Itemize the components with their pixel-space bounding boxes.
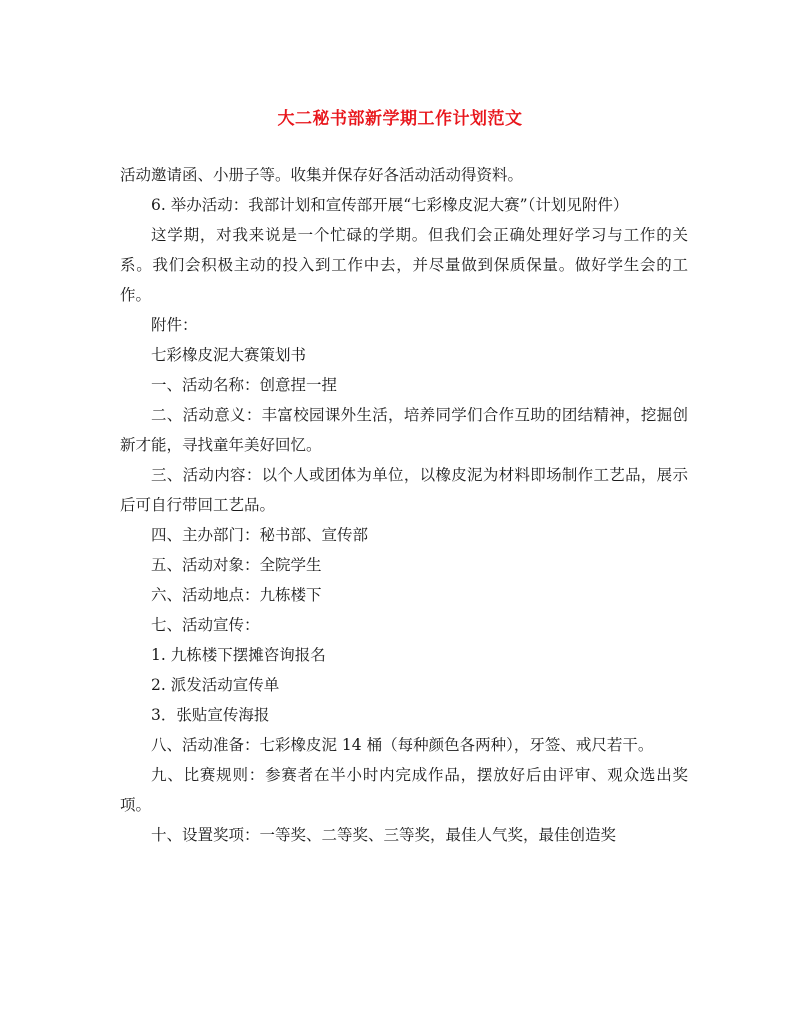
paragraph-activity-meaning: 二、活动意义：丰富校园课外生活，培养同学们合作互助的团结精神，挖掘创新才能，寻找童年美好回忆。 [120, 406, 688, 454]
paragraph-promotion-item-2: 2. 派发活动宣传单 [151, 676, 280, 694]
paragraph-promotion-item-3: 3．张贴宣传海报 [151, 706, 270, 724]
paragraph-audience: 五、活动对象：全院学生 [151, 556, 322, 574]
paragraph-organizer: 四、主办部门：秘书部、宣传部 [151, 526, 369, 544]
paragraph-awards: 十、设置奖项：一等奖、二等奖、三等奖，最佳人气奖，最佳创造奖 [151, 826, 617, 844]
paragraph-promotion: 七、活动宣传： [151, 616, 260, 634]
paragraph-attachment-label: 附件： [151, 316, 198, 334]
paragraph-rules: 九、比赛规则：参赛者在半小时内完成作品，摆放好后由评审、观众选出奖项。 [120, 766, 688, 814]
document-title: 大二秘书部新学期工作计划范文 [277, 109, 523, 129]
paragraph-preparation: 八、活动准备：七彩橡皮泥 14 桶（每种颜色各两种），牙签、戒尺若干。 [151, 736, 654, 754]
paragraph-activity-content: 三、活动内容：以个人或团体为单位，以橡皮泥为材料即场制作工艺品，展示后可自行带回工艺品。 [120, 466, 688, 514]
paragraph-summary: 这学期，对我来说是一个忙碌的学期。但我们会正确处理好学习与工作的关系。我们会积极主动的投入到工作中去，并尽量做到保质保量。做好学生会的工作。 [120, 226, 688, 304]
document-body [120, 160, 688, 850]
paragraph-location: 六、活动地点：九栋楼下 [151, 586, 322, 604]
paragraph-activity-name: 一、活动名称：创意捏一捏 [151, 376, 338, 394]
paragraph-plan-title: 七彩橡皮泥大赛策划书 [151, 346, 307, 364]
paragraph-promotion-item-1: 1. 九栋楼下摆摊咨询报名 [151, 646, 326, 664]
paragraph-item-6: 6. 举办活动：我部计划和宣传部开展“七彩橡皮泥大赛”（计划见附件） [151, 196, 629, 214]
paragraph-continuation: 活动邀请函、小册子等。收集并保存好各活动活动得资料。 [120, 166, 524, 184]
